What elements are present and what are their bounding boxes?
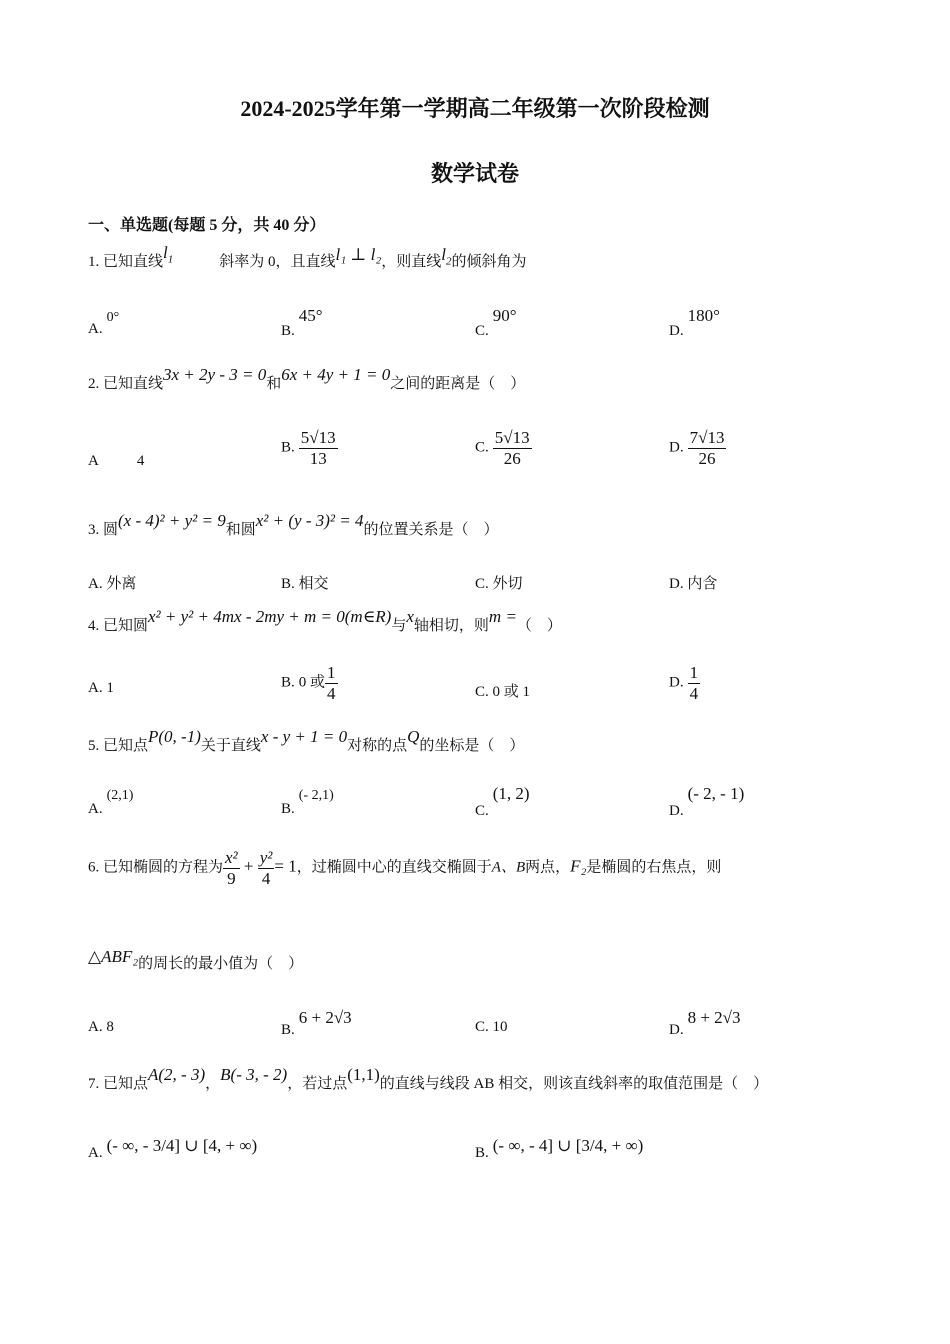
- q2-option-d: D. $\frac{7√13}{26}$: [669, 428, 725, 468]
- q1-suffix2: 的倾斜角为: [451, 254, 527, 270]
- q6-triangle: △ABF₂: [88, 947, 139, 966]
- q5-line: x - y + 1 = 0: [260, 727, 348, 746]
- q1-option-b: B. 45°: [281, 306, 323, 339]
- q6-prefix: 6. 已知椭圆的方程为: [88, 859, 224, 876]
- q2-option-a: A 4: [88, 453, 145, 469]
- question-6: 6. 已知椭圆的方程为 $\frac{\text{x²}}{9}$ + $\frac{\text{y²}}{4}$ = 1，过椭圆中心的直线交椭圆于A、B两点，F₂是椭圆的右焦点，则: [88, 848, 722, 888]
- q2-prefix: 2. 已知直线: [88, 376, 164, 392]
- q4-mid2: 轴相切，则: [413, 618, 489, 634]
- q1-mid: 斜率为 0，且直线: [219, 254, 336, 270]
- q2-option-a-value: 4: [136, 453, 145, 469]
- q2-option-d-fraction: $\frac{7√13}{26}$: [689, 428, 725, 468]
- q6-option-b: B. 6 + 2√3: [281, 1008, 352, 1038]
- q5-option-a-value: (2,1): [106, 788, 134, 803]
- q7-option-a-value: (- ∞, - 3/4] ∪ [4, + ∞): [106, 1136, 258, 1155]
- q5-point: P(0, -1): [148, 727, 201, 746]
- q5-option-b-value: (- 2,1): [298, 788, 334, 803]
- q3-option-a: A. 外离: [88, 576, 137, 592]
- q2-suffix: 之间的距离是（ ）: [390, 376, 526, 392]
- q4-variable: m =: [488, 607, 517, 626]
- q7-prefix: 7. 已知点: [88, 1076, 149, 1092]
- q1-l2: $l_2$: [441, 245, 452, 268]
- page-title: 2024-2025学年第一学期高二年级第一次阶段检测: [240, 96, 710, 121]
- q6-option-b-value: 6 + 2√3: [298, 1008, 352, 1027]
- q1-option-a: A. 0°: [88, 310, 120, 337]
- question-5: [88, 726, 525, 754]
- q1-suffix1: ，则直线: [381, 254, 442, 270]
- q4-axis: x: [406, 607, 414, 626]
- q6-mid2: 两点，: [525, 859, 571, 876]
- q6-option-c: C. 10: [475, 1019, 508, 1035]
- q2-eq1: 3x + 2y - 3 = 0: [163, 365, 267, 384]
- q5-option-c-value: (1, 2): [492, 784, 530, 803]
- q4-option-a-value: 1: [106, 680, 114, 696]
- q7-option-a: A. (- ∞, - 3/4] ∪ [4, + ∞): [88, 1136, 258, 1161]
- q3-option-b-value: 相交: [298, 576, 329, 592]
- q7-suffix: 的直线与线段 AB 相交，则该直线斜率的取值范围是（ ）: [379, 1076, 769, 1092]
- q2-option-c: C. $\frac{5√13}{26}$: [475, 428, 530, 468]
- q1-option-d-value: 180°: [687, 306, 720, 325]
- q6-eq-tail: = 1: [274, 856, 297, 876]
- q7-option-b-value: (- ∞, - 4] ∪ [3/4, + ∞): [492, 1136, 644, 1155]
- q6-option-a-value: 8: [106, 1019, 114, 1035]
- q7-mid: ，若过点: [287, 1076, 348, 1092]
- q2-mid: 和: [266, 376, 282, 392]
- q6-option-d: D. 8 + 2√3: [669, 1008, 741, 1038]
- q5-option-c: C. (1, 2): [475, 784, 530, 819]
- q2-option-b: B. $\frac{5√13}{13}$: [281, 428, 336, 468]
- q4-suffix: （ ）: [516, 618, 562, 634]
- q4-prefix: 4. 已知圆: [88, 618, 149, 634]
- q5-q: Q: [407, 727, 420, 746]
- q1-option-a-value: 0°: [106, 310, 120, 325]
- q5-suffix: 的坐标是（ ）: [419, 738, 525, 754]
- q3-suffix: 的位置关系是（ ）: [363, 522, 499, 538]
- q1-option-c: C. 90°: [475, 306, 517, 339]
- q4-option-b-fraction: $\frac{1}{4}$: [327, 663, 336, 703]
- question-1: [88, 243, 527, 273]
- q6-line2-suffix: 的周长的最小值为（ ）: [138, 956, 304, 972]
- q3-prefix: 3. 圆: [88, 522, 119, 538]
- q5-option-d: D. (- 2, - 1): [669, 784, 745, 819]
- q6-focus: F₂: [570, 856, 587, 876]
- q1-condition: l₁ ⊥ l₂: [335, 245, 382, 264]
- q1-prefix: 1. 已知直线: [88, 254, 164, 270]
- q5-option-a: A. (2,1): [88, 788, 134, 817]
- q6-option-c-value: 10: [492, 1019, 508, 1035]
- q6-option-d-value: 8 + 2√3: [687, 1008, 741, 1027]
- q7-option-b: B. (- ∞, - 4] ∪ [3/4, + ∞): [475, 1136, 644, 1161]
- q5-option-b: B. (- 2,1): [281, 788, 334, 817]
- q4-option-a: A. 1: [88, 680, 114, 696]
- q1-option-b-value: 45°: [298, 306, 323, 325]
- q3-option-c: C. 外切: [475, 576, 523, 592]
- q5-mid: 关于直线: [200, 738, 261, 754]
- q4-option-c-value: 0 或 1: [492, 684, 531, 700]
- q1-option-d: D. 180°: [669, 306, 720, 339]
- q4-option-c: C. 0 或 1: [475, 684, 531, 700]
- q7-point-a: A(2, - 3): [148, 1065, 206, 1084]
- q4-mid: 与: [391, 618, 407, 634]
- q5-prefix: 5. 已知点: [88, 738, 149, 754]
- question-3: [88, 510, 499, 538]
- q2-option-b-fraction: $\frac{5√13}{13}$: [300, 428, 336, 468]
- q7-point-b: B(- 3, - 2): [220, 1065, 288, 1084]
- question-7: 7. 已知点A(2, - 3)，B(- 3, - 2)，若过点(1,1)的直线与线段 AB 相交，则该直线斜率的取值范围是（ ）: [88, 1065, 769, 1092]
- q3-option-d: D. 内含: [669, 576, 718, 592]
- q6-points: A、B: [491, 859, 526, 876]
- q4-option-d: D. $\frac{1}{4}$: [669, 663, 699, 703]
- q5-mid2: 对称的点: [347, 738, 408, 754]
- q4-option-d-fraction: $\frac{1}{4}$: [689, 663, 699, 703]
- q3-option-c-value: 外切: [492, 576, 523, 592]
- q4-equation: x² + y² + 4mx - 2my + m = 0(m∈R): [148, 607, 392, 626]
- q4-option-b: B. 0 或 $\frac{1}{4}$: [281, 663, 336, 703]
- q3-mid: 和圆: [225, 522, 256, 538]
- question-2: [88, 364, 526, 392]
- q1-option-c-value: 90°: [492, 306, 517, 325]
- question-4: [88, 606, 562, 634]
- q5-option-d-value: (- 2, - 1): [687, 784, 745, 803]
- q7-point-p: (1,1): [347, 1065, 380, 1084]
- q3-eq2: x² + (y - 3)² = 4: [255, 511, 364, 530]
- section-heading: 一、单选题(每题 5 分，共 40 分）: [88, 217, 326, 234]
- q3-option-d-value: 内含: [687, 576, 718, 592]
- q1-l1: $l_1$: [163, 243, 174, 266]
- q2-eq2: 6x + 4y + 1 = 0: [281, 365, 391, 384]
- q3-option-a-value: 外离: [106, 576, 137, 592]
- q6-line2: [88, 946, 304, 972]
- page-subtitle: 数学试卷: [430, 161, 519, 186]
- q6-y-term: $\frac{\text{y²}}{4}$: [259, 848, 273, 888]
- q6-suffix: 是椭圆的右焦点，则: [586, 859, 722, 876]
- q6-option-a: A. 8: [88, 1019, 114, 1035]
- q3-eq1: (x - 4)² + y² = 9: [118, 511, 226, 530]
- q3-option-b: B. 相交: [281, 576, 329, 592]
- q6-mid: ，过椭圆中心的直线交椭圆于: [296, 859, 492, 876]
- q2-option-c-fraction: $\frac{5√13}{26}$: [494, 428, 530, 468]
- q6-x-term: $\frac{\text{x²}}{9}$: [225, 848, 238, 888]
